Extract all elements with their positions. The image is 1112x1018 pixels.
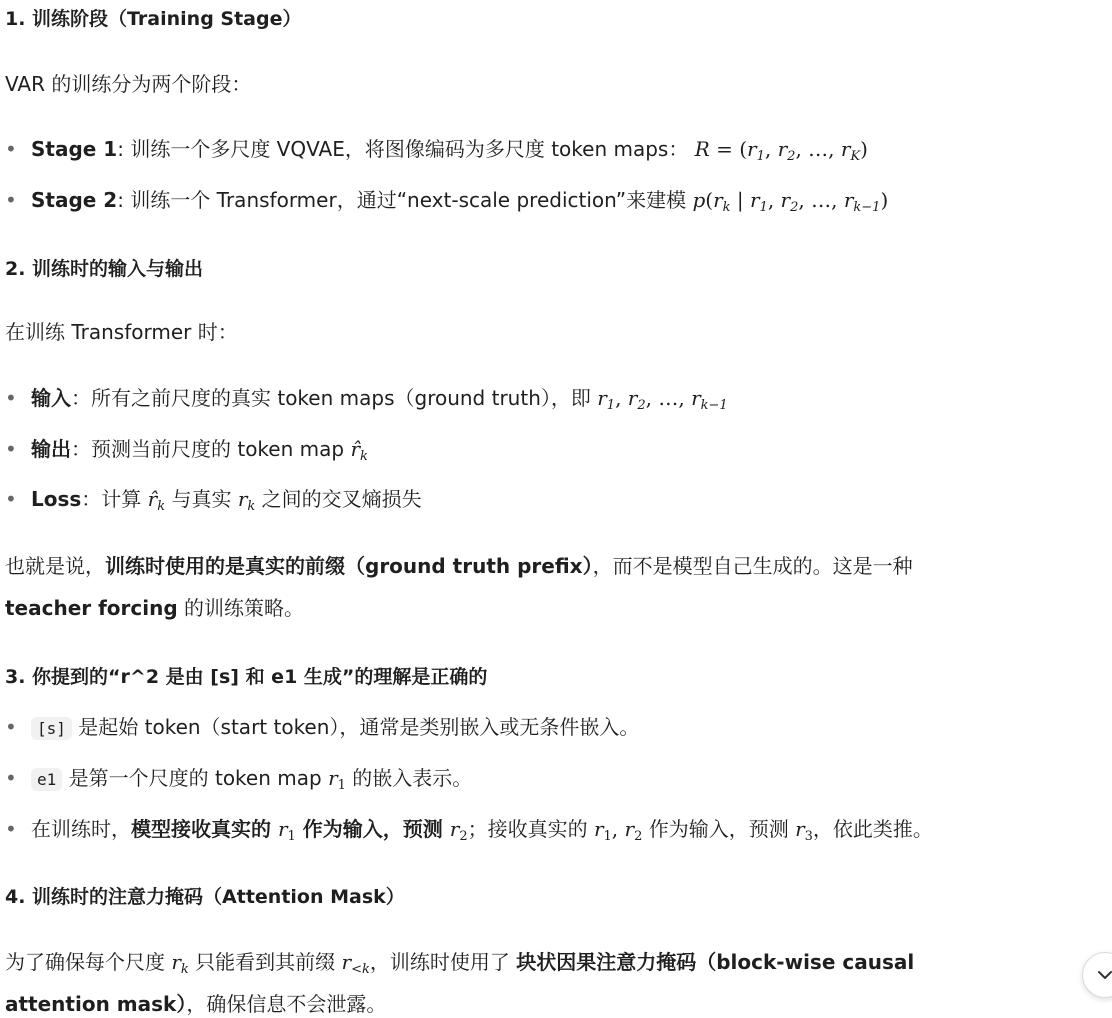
bullet-icon: • bbox=[5, 766, 17, 790]
stage-2-label: Stage 2 bbox=[31, 188, 118, 212]
chevron-down-icon bbox=[1097, 969, 1112, 981]
list-item-training-flow bbox=[5, 815, 933, 851]
flow-text: 在训练时， bbox=[31, 817, 131, 841]
formula-r1-r2: $r_1$, $r_2$ bbox=[593, 817, 643, 844]
formula-prefix-sequence: $r_1$, $r_2$, …, $r_{k-1}$ bbox=[597, 386, 728, 413]
para-text: ，训练时使用了 bbox=[369, 950, 517, 974]
teacher-forcing-term: teacher forcing bbox=[5, 596, 178, 620]
teacher-forcing-paragraph-line-1 bbox=[5, 552, 913, 580]
formula-r-k: $r_k$ bbox=[237, 487, 256, 514]
flow-text: 作为输入，预测 bbox=[642, 817, 796, 841]
bullet-icon: • bbox=[5, 437, 17, 461]
bullet-icon: • bbox=[5, 715, 17, 739]
formula-r-2: $r_2$ bbox=[449, 817, 468, 844]
para-bold: 块状因果注意力掩码（block-wise causal bbox=[516, 950, 915, 974]
list-item-loss bbox=[5, 485, 422, 521]
formula-r-hat-k: $r̂_k$ bbox=[350, 437, 368, 464]
section-2-intro: 在训练 Transformer 时： bbox=[5, 320, 238, 344]
bullet-icon: • bbox=[5, 386, 17, 410]
bullet-icon: • bbox=[5, 487, 17, 511]
list-item-stage-1 bbox=[5, 135, 868, 171]
input-label: 输入 bbox=[31, 386, 71, 410]
loss-text-c: 之间的交叉熵损失 bbox=[255, 487, 422, 511]
stage-2-text: : 训练一个 Transformer，通过“next-scale prediction”来建模 bbox=[117, 188, 693, 212]
list-item-input bbox=[5, 384, 728, 420]
e1-text-b: 的嵌入表示。 bbox=[345, 766, 473, 790]
output-text: ：预测当前尺度的 token map bbox=[71, 437, 351, 461]
output-label: 输出 bbox=[31, 437, 71, 461]
list-item-output bbox=[5, 435, 368, 471]
list-item-start-token bbox=[5, 713, 639, 743]
flow-bold: 作为输入，预测 bbox=[295, 817, 450, 841]
para-text: ，确保信息不会泄露。 bbox=[186, 992, 387, 1016]
para-bold: attention mask） bbox=[5, 992, 187, 1016]
formula-r-3: $r_3$ bbox=[795, 817, 813, 844]
code-e1: e1 bbox=[31, 768, 62, 791]
flow-text: ，依此类推。 bbox=[812, 817, 933, 841]
flow-text: ；接收真实的 bbox=[467, 817, 594, 841]
formula-conditional-probability: $p(r_k$ | $r_1$, $r_2$, …, $r_{k-1}$) bbox=[692, 188, 889, 215]
para-bold: 训练时使用的是真实的前缀（ground truth prefix） bbox=[105, 554, 593, 578]
start-token-text: 是起始 token（start token），通常是类别嵌入或无条件嵌入。 bbox=[71, 715, 640, 739]
flow-bold: 模型接收真实的 bbox=[131, 817, 278, 841]
bullet-icon: • bbox=[5, 188, 17, 212]
para-text: ，而不是模型自己生成的。这是一种 bbox=[592, 554, 913, 578]
para-text: 的训练策略。 bbox=[177, 596, 305, 620]
loss-text-b: 与真实 bbox=[165, 487, 238, 511]
attention-mask-paragraph-line-1 bbox=[5, 948, 914, 984]
attention-mask-paragraph-line-2 bbox=[5, 990, 386, 1018]
formula-r-k: $r_k$ bbox=[171, 950, 189, 977]
list-item-e1 bbox=[5, 764, 472, 800]
section-2-heading: 2. 训练时的输入与输出 bbox=[5, 258, 204, 280]
para-text: 为了确保每个尺度 bbox=[5, 950, 172, 974]
code-start-token: [s] bbox=[31, 717, 72, 740]
para-text: 也就是说， bbox=[5, 554, 105, 578]
section-1-intro: VAR 的训练分为两个阶段： bbox=[5, 72, 252, 96]
formula-r-less-k: $r_{<k}$ bbox=[341, 950, 370, 977]
stage-1-label: Stage 1 bbox=[31, 137, 118, 161]
section-1-heading: 1. 训练阶段（Training Stage） bbox=[5, 8, 302, 30]
e1-text-a: 是第一个尺度的 token map bbox=[62, 766, 329, 790]
bullet-icon: • bbox=[5, 137, 17, 161]
section-4-heading: 4. 训练时的注意力掩码（Attention Mask） bbox=[5, 886, 405, 908]
section-3-heading: 3. 你提到的“r^2 是由 [s] 和 e1 生成”的理解是正确的 bbox=[5, 666, 488, 688]
list-item-stage-2 bbox=[5, 186, 888, 222]
formula-r-sequence: $R = (r_1$, $r_2$, …, $r_K$) bbox=[694, 137, 868, 164]
loss-text-a: ：计算 bbox=[81, 487, 148, 511]
bullet-icon: • bbox=[5, 817, 17, 841]
teacher-forcing-paragraph-line-2 bbox=[5, 594, 304, 622]
stage-1-text: : 训练一个多尺度 VQVAE，将图像编码为多尺度 token maps： bbox=[117, 137, 689, 161]
para-text: 只能看到其前缀 bbox=[188, 950, 342, 974]
formula-r-hat-k: $r̂_k$ bbox=[147, 487, 166, 514]
loss-label: Loss bbox=[31, 487, 82, 511]
input-text: ：所有之前尺度的真实 token maps（ground truth），即 bbox=[71, 386, 598, 410]
formula-r-1: $r_1$ bbox=[277, 817, 296, 844]
formula-r-1: $r_1$ bbox=[328, 766, 346, 793]
scroll-down-button[interactable] bbox=[1082, 952, 1112, 998]
